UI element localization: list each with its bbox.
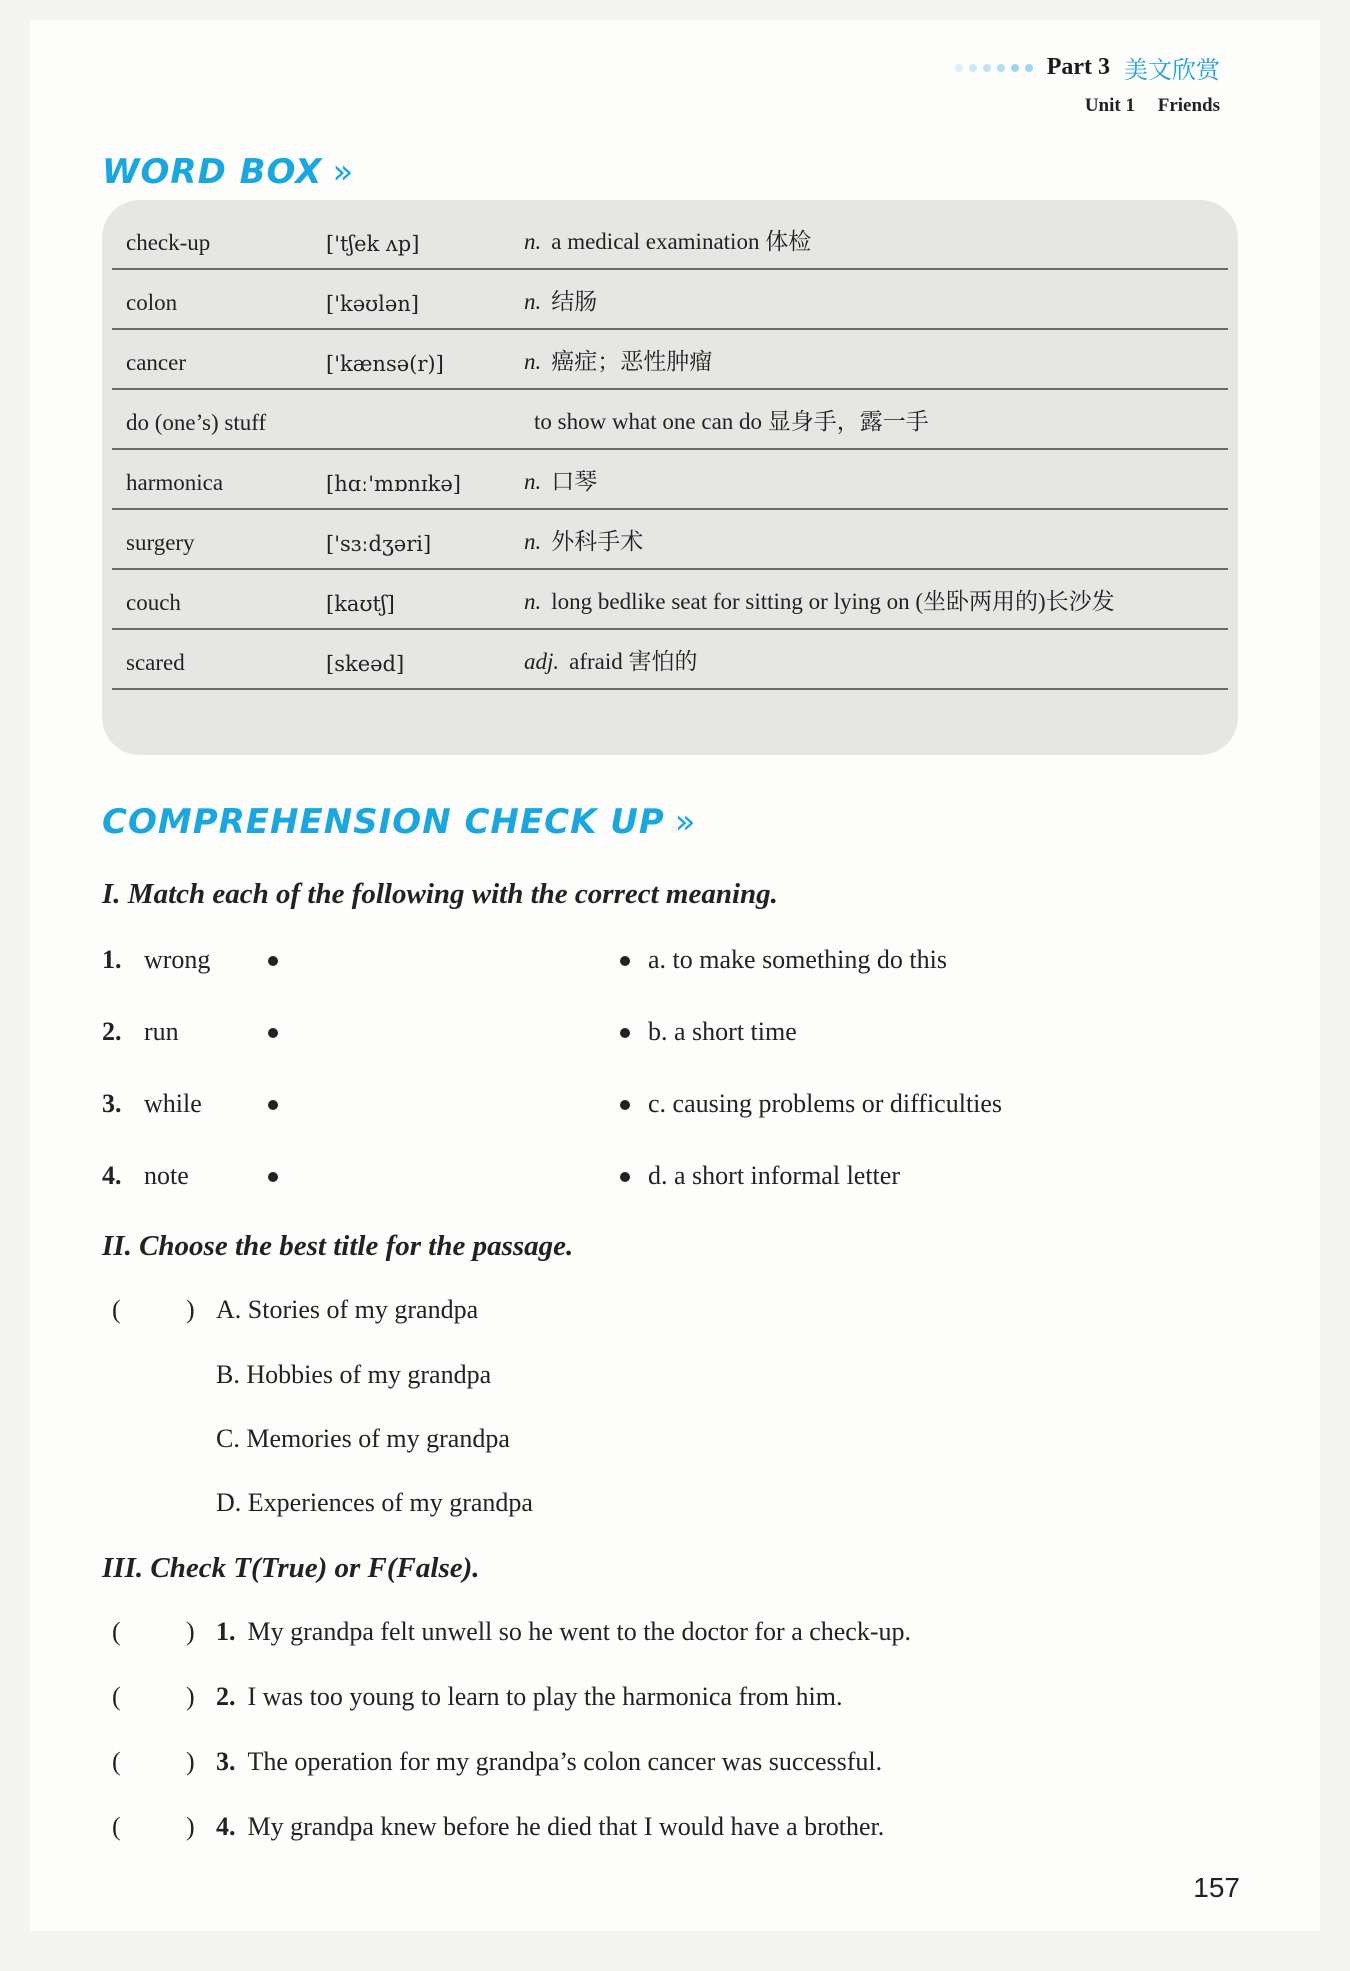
match-word: while bbox=[144, 1089, 202, 1118]
textbook-page bbox=[30, 20, 1320, 1931]
answer-blank-open[interactable]: ( bbox=[112, 1682, 121, 1711]
part3-heading: III. Check T(True) or F(False). bbox=[102, 1552, 480, 1584]
option-text: B. Hobbies of my grandpa bbox=[216, 1360, 492, 1389]
part2-heading: II. Choose the best title for the passage. bbox=[102, 1230, 574, 1262]
word-box-title: WORD BOX » bbox=[102, 152, 355, 192]
comprehension-title: COMPREHENSION CHECK UP » bbox=[102, 802, 697, 842]
statement-text: 1. My grandpa felt unwell so he went to the doctor for a check-up. bbox=[216, 1617, 912, 1646]
answer-blank-close: ) bbox=[186, 1295, 195, 1324]
match-dot-right[interactable] bbox=[620, 1028, 630, 1038]
unit-title: Friends bbox=[1157, 95, 1220, 116]
word: do (one’s) stuff bbox=[126, 410, 267, 435]
answer-blank-close: ) bbox=[186, 1812, 195, 1841]
answer-blank-close: ) bbox=[186, 1682, 195, 1711]
word-row bbox=[112, 208, 1228, 270]
part1-heading: I. Match each of the following with the correct meaning. bbox=[102, 878, 778, 910]
definition: n. 外科手术 bbox=[524, 529, 644, 554]
match-dot-left[interactable] bbox=[268, 1172, 278, 1182]
word: couch bbox=[126, 590, 181, 615]
match-dot-left[interactable] bbox=[268, 1028, 278, 1038]
definition: adj. afraid 害怕的 bbox=[524, 649, 698, 674]
answer-blank-open[interactable]: ( bbox=[112, 1617, 121, 1646]
word: scared bbox=[126, 650, 185, 675]
page-number: 157 bbox=[1193, 1872, 1240, 1903]
statement-text: 2. I was too young to learn to play the harmonica from him. bbox=[216, 1682, 843, 1711]
answer-blank-open[interactable]: ( bbox=[112, 1295, 121, 1324]
match-item: 1. wrong a. to make something do this bbox=[102, 945, 947, 974]
answer-option bbox=[102, 1295, 1202, 1335]
word-row bbox=[112, 388, 1228, 450]
option-text: A. Stories of my grandpa bbox=[216, 1295, 479, 1324]
definition: n. 癌症；恶性肿瘤 bbox=[524, 349, 713, 374]
chevron-icon: » bbox=[332, 152, 355, 192]
match-meaning: b. a short time bbox=[648, 1017, 797, 1046]
statement-text: 4. My grandpa knew before he died that I would have a brother. bbox=[216, 1812, 885, 1841]
match-word: note bbox=[144, 1161, 189, 1190]
answer-blank-close: ) bbox=[186, 1617, 195, 1646]
true-false-item bbox=[102, 1747, 1202, 1787]
true-false-item bbox=[102, 1682, 1202, 1722]
answer-blank-open[interactable]: ( bbox=[112, 1812, 121, 1841]
unit-label: Unit 1 bbox=[1084, 95, 1135, 116]
match-dot-left[interactable] bbox=[268, 1100, 278, 1110]
option-text: C. Memories of my grandpa bbox=[216, 1424, 510, 1453]
phonetic: [skeəd] bbox=[326, 652, 405, 676]
match-item: 3. while c. causing problems or difficulties bbox=[102, 1089, 1003, 1118]
definition: n. a medical examination 体检 bbox=[524, 229, 812, 254]
word-row bbox=[112, 568, 1228, 630]
match-item: 2. run b. a short time bbox=[102, 1017, 797, 1046]
true-false-item bbox=[102, 1617, 1202, 1657]
match-word: run bbox=[144, 1017, 179, 1046]
match-dot-left[interactable] bbox=[268, 956, 278, 966]
word-box-table bbox=[102, 200, 1238, 755]
phonetic: ['kəʊlən] bbox=[326, 292, 420, 316]
word: surgery bbox=[126, 530, 195, 555]
statement-text: 3. The operation for my grandpa’s colon cancer was successful. bbox=[216, 1747, 883, 1776]
word-row bbox=[112, 508, 1228, 570]
phonetic: ['kænsə(r)] bbox=[326, 352, 444, 376]
phonetic: ['sɜːdʒəri] bbox=[326, 532, 432, 556]
answer-blank-open[interactable]: ( bbox=[112, 1747, 121, 1776]
running-head bbox=[949, 50, 1220, 117]
word: cancer bbox=[126, 350, 186, 375]
answer-option bbox=[102, 1488, 1202, 1528]
word: harmonica bbox=[126, 470, 224, 495]
word-row bbox=[112, 268, 1228, 330]
part-chinese-title: 美文欣赏 bbox=[1124, 56, 1220, 84]
definition: n. 口琴 bbox=[524, 469, 598, 494]
option-text: D. Experiences of my grandpa bbox=[216, 1488, 533, 1517]
part-label: Part 3 bbox=[1046, 54, 1110, 80]
word-row bbox=[112, 328, 1228, 390]
match-dot-right[interactable] bbox=[620, 1172, 630, 1182]
match-meaning: c. causing problems or difficulties bbox=[648, 1089, 1003, 1118]
match-word: wrong bbox=[144, 945, 211, 974]
word: check-up bbox=[126, 230, 211, 255]
answer-option bbox=[102, 1424, 1202, 1464]
match-item: 4. note d. a short informal letter bbox=[102, 1161, 900, 1190]
phonetic: [kaʊtʃ] bbox=[326, 592, 395, 616]
definition: n. 结肠 bbox=[524, 289, 598, 314]
chevron-icon: » bbox=[674, 802, 697, 842]
definition: n. long bedlike seat for sitting or lying on (坐卧两用的)长沙发 bbox=[524, 589, 1115, 614]
word: colon bbox=[126, 290, 178, 315]
word-row bbox=[112, 448, 1228, 510]
word-row bbox=[112, 628, 1228, 690]
decorative-dots bbox=[949, 59, 1033, 77]
match-dot-right[interactable] bbox=[620, 956, 630, 966]
answer-option bbox=[102, 1360, 1202, 1400]
phonetic: [hɑː'mɒnɪkə] bbox=[326, 472, 461, 496]
definition: to show what one can do 显身手，露一手 bbox=[534, 409, 929, 434]
answer-blank-close: ) bbox=[186, 1747, 195, 1776]
match-dot-right[interactable] bbox=[620, 1100, 630, 1110]
phonetic: ['tʃek ʌp] bbox=[326, 232, 420, 256]
match-meaning: a. to make something do this bbox=[648, 945, 947, 974]
true-false-item bbox=[102, 1812, 1202, 1852]
match-meaning: d. a short informal letter bbox=[648, 1161, 900, 1190]
